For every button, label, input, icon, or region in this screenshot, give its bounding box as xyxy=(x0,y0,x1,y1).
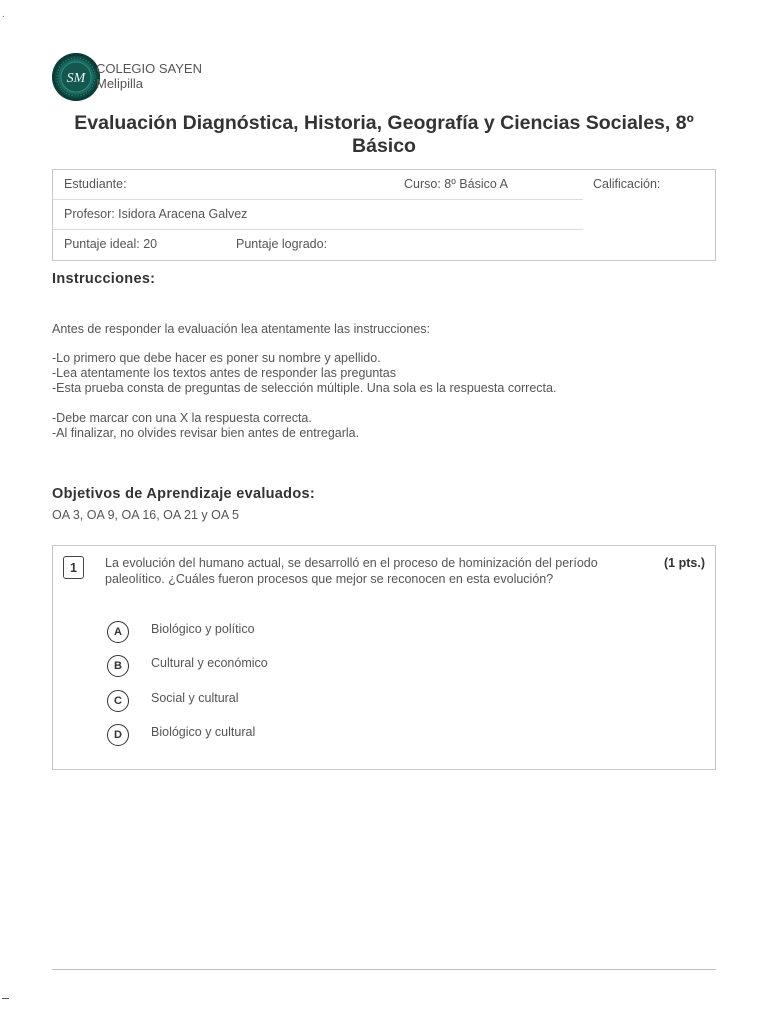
instructions-heading: Instrucciones: xyxy=(52,271,156,287)
info-row-score xyxy=(53,230,583,260)
option-text: Cultural y económico xyxy=(151,656,268,670)
grade-label: Calificación: xyxy=(593,177,661,191)
answer-option-a[interactable] xyxy=(105,621,505,645)
achieved-score-label: Puntaje logrado: xyxy=(236,237,328,251)
question-text: La evolución del humano actual, se desarrolló en el proceso de hominización del período paleolítico. ¿Cuáles fueron procesos que mejor se reconocen en esta evolución? xyxy=(105,556,598,586)
answer-option-b[interactable] xyxy=(105,655,505,679)
school-city: Melipilla xyxy=(96,76,143,91)
footer-divider xyxy=(52,969,716,970)
option-text: Biológico y político xyxy=(151,622,255,636)
student-label: Estudiante: xyxy=(64,177,127,191)
page-edge-mark xyxy=(2,998,9,999)
objectives-text: OA 3, OA 9, OA 16, OA 21 y OA 5 xyxy=(52,508,239,522)
question-card xyxy=(52,545,716,770)
instruction-line: -Lo primero que debe hacer es poner su nombre y apellido. xyxy=(52,351,381,365)
course-label: Curso: 8º Básico A xyxy=(404,177,508,191)
answer-option-d[interactable] xyxy=(105,724,505,748)
option-text: Social y cultural xyxy=(151,691,239,705)
instruction-line: -Debe marcar con una X la respuesta correcta. xyxy=(52,411,312,425)
option-letter: D xyxy=(107,724,129,746)
instruction-line: -Esta prueba consta de preguntas de selección múltiple. Una sola es la respuesta correcta. xyxy=(52,381,557,395)
page-title: Evaluación Diagnóstica, Historia, Geografía y Ciencias Sociales, 8º Básico xyxy=(74,112,694,157)
student-info-table xyxy=(52,169,716,261)
instruction-line: -Al finalizar, no olvides revisar bien antes de entregarla. xyxy=(52,426,360,440)
school-name: COLEGIO SAYEN xyxy=(96,61,202,76)
option-text: Biológico y cultural xyxy=(151,725,256,739)
logo-monogram: SM xyxy=(66,71,86,86)
option-letter: C xyxy=(107,690,129,712)
instructions-intro: Antes de responder la evaluación lea atentamente las instrucciones: xyxy=(52,322,431,336)
school-crest-icon xyxy=(52,53,100,101)
answer-option-c[interactable] xyxy=(105,690,505,714)
corner-mark: . xyxy=(2,9,5,20)
teacher-label: Profesor: Isidora Aracena Galvez xyxy=(64,207,248,221)
option-letter: B xyxy=(107,655,129,677)
ideal-score-label: Puntaje ideal: 20 xyxy=(64,237,158,251)
instruction-line: -Lea atentamente los textos antes de responder las preguntas xyxy=(52,366,396,380)
school-info xyxy=(96,61,202,91)
question-points: (1 pts.) xyxy=(664,556,705,570)
question-number: 1 xyxy=(63,556,84,579)
option-letter: A xyxy=(107,621,129,643)
info-row-teacher xyxy=(53,200,583,230)
objectives-heading: Objetivos de Aprendizaje evaluados: xyxy=(52,486,315,502)
info-row-student xyxy=(53,170,583,200)
